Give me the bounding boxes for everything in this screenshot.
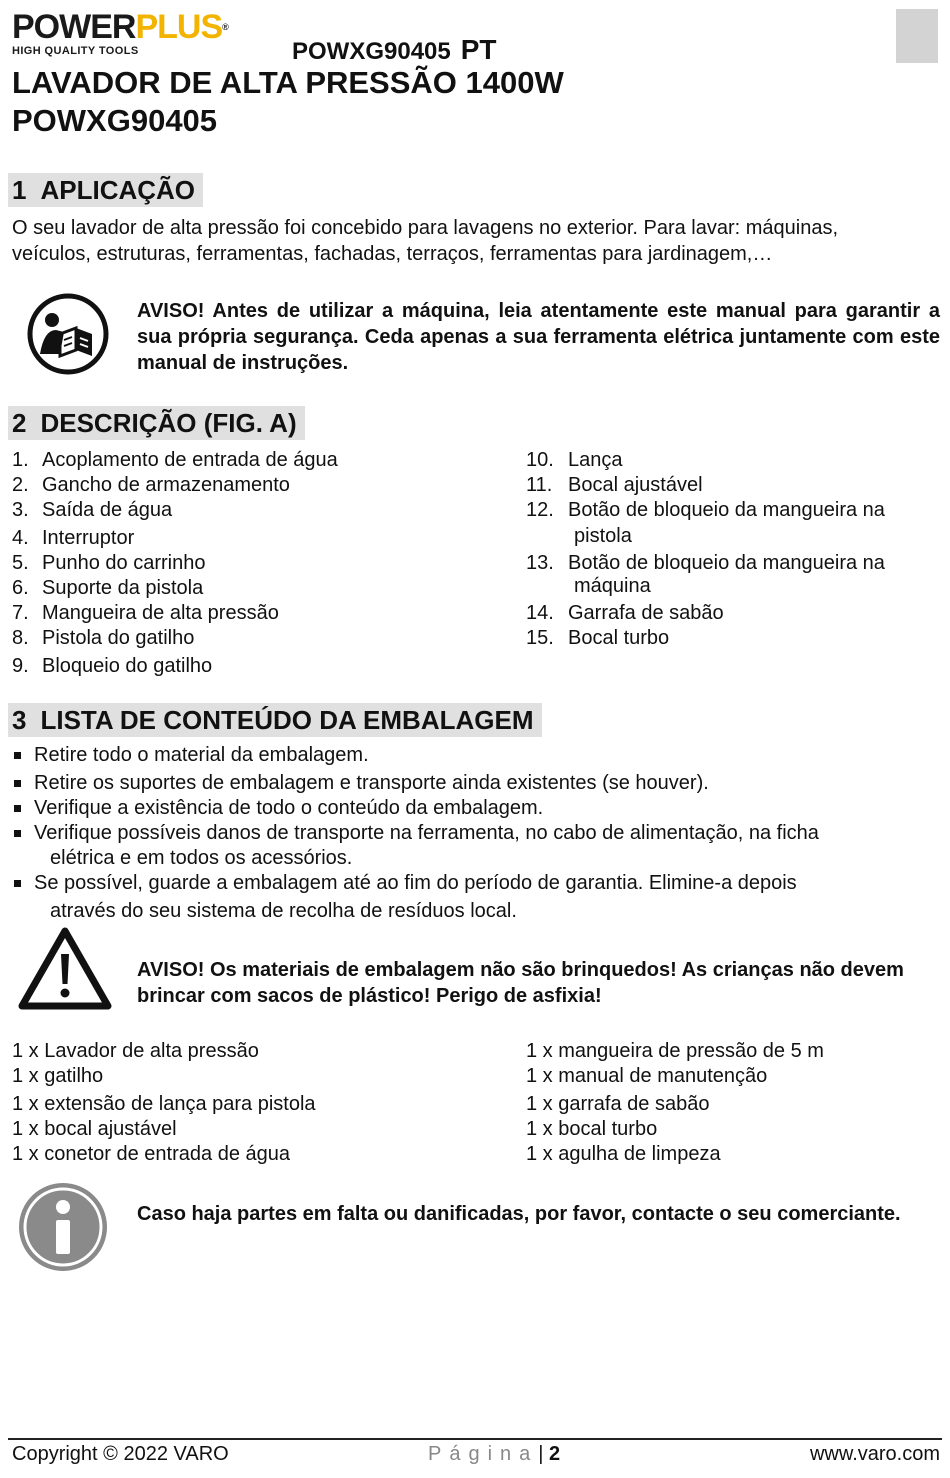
title-line-1: LAVADOR DE ALTA PRESSÃO 1400W <box>12 65 564 100</box>
list-item: 11. Bocal ajustável <box>526 474 703 496</box>
list-item: 6. Suporte da pistola <box>12 577 204 599</box>
model-number: POWXG90405 <box>292 38 451 65</box>
title-line-2: POWXG90405 <box>12 103 218 138</box>
section-1-heading <box>8 173 203 207</box>
list-item: 1 x bocal ajustável <box>12 1118 177 1140</box>
contents-list-right <box>526 1040 942 1168</box>
logo-power-text: POWER <box>12 8 136 46</box>
header-gray-box <box>896 9 938 63</box>
list-item: 14. Garrafa de sabão <box>526 602 724 624</box>
section-2-number: 2 <box>12 408 27 438</box>
list-item: 3. Saída de água <box>12 499 173 521</box>
footer-page <box>428 1443 560 1466</box>
section-1-number: 1 <box>12 175 27 205</box>
application-line-1: O seu lavador de alta pressão foi concebido para lavagens no exterior. Para lavar: máquinas, <box>12 217 839 239</box>
list-item: 1 x bocal turbo <box>526 1118 658 1140</box>
list-item: 1 x agulha de limpeza <box>526 1143 721 1165</box>
language-code: PT <box>460 34 497 65</box>
application-paragraph <box>12 215 942 267</box>
list-item: Retire os suportes de embalagem e transporte ainda existentes (se houver). <box>12 771 932 796</box>
missing-parts-info-text: Caso haja partes em falta ou danificadas, por favor, contacte o seu comerciante. <box>137 1203 901 1225</box>
page-separator: | <box>538 1443 544 1465</box>
section-3-title: LISTA DE CONTEÚDO DA EMBALAGEM <box>40 705 534 735</box>
list-item: Verifique possíveis danos de transporte na ferramenta, no cabo de alimentação, na ficha elétrica e em todos os acessórios. <box>12 821 932 871</box>
footer-divider <box>8 1438 942 1440</box>
list-item: 12. Botão de bloqueio da mangueira na pistola <box>526 499 885 547</box>
brand-logo <box>12 10 280 58</box>
list-item: 9. Bloqueio do gatilho <box>12 655 213 677</box>
list-item: 8. Pistola do gatilho <box>12 627 195 649</box>
list-item: 1 x extensão de lança para pistola <box>12 1093 316 1115</box>
description-list-left <box>12 449 502 680</box>
description-list-right <box>526 449 942 652</box>
header-model <box>292 34 497 66</box>
packaging-warning-text: AVISO! Os materiais de embalagem não são brinquedos! As crianças não devem brincar com sacos de plástico! Perigo de asfixia! <box>137 959 904 1007</box>
list-item: Se possível, guarde a embalagem até ao fim do período de garantia. Elimine-a depois através do seu sistema de recolha de resíduos local. <box>12 871 932 924</box>
list-item: 1 x garrafa de sabão <box>526 1093 710 1115</box>
logo-plus-text: PLUS <box>135 8 223 46</box>
section-3-number: 3 <box>12 705 27 735</box>
page-number: 2 <box>549 1443 561 1465</box>
list-item: 4. Interruptor <box>12 527 135 549</box>
footer-copyright: Copyright © 2022 VARO <box>12 1443 229 1465</box>
list-item: 1 x mangueira de pressão de 5 m <box>526 1040 824 1062</box>
section-3-heading <box>8 703 542 737</box>
list-item: 1. Acoplamento de entrada de água <box>12 449 338 471</box>
list-item: 15. Bocal turbo <box>526 627 670 649</box>
logo-tagline: HIGH QUALITY TOOLS <box>12 45 139 57</box>
footer-website: www.varo.com <box>809 1443 940 1465</box>
info-icon <box>16 1180 110 1274</box>
list-item: 1 x gatilho <box>12 1065 104 1087</box>
warning-triangle-icon <box>18 926 112 1012</box>
list-item: 2. Gancho de armazenamento <box>12 474 290 496</box>
page-label: Página <box>428 1443 539 1465</box>
list-item: Verifique a existência de todo o conteúdo da embalagem. <box>12 796 932 821</box>
manual-warning-text: AVISO! Antes de utilizar a máquina, leia atentamente este manual para garantir a sua própria segurança. Ceda apenas a sua ferramenta elétrica juntamente com este manual de instruções. <box>137 300 940 374</box>
contents-list-left <box>12 1040 502 1168</box>
list-item: Retire todo o material da embalagem. <box>12 743 932 768</box>
section-2-title: DESCRIÇÃO (FIG. A) <box>40 408 297 438</box>
list-item: 7. Mangueira de alta pressão <box>12 602 279 624</box>
list-item: 5. Punho do carrinho <box>12 552 206 574</box>
page-title <box>12 64 564 140</box>
section-2-heading <box>8 406 305 440</box>
read-manual-icon <box>26 292 110 376</box>
list-item: 1 x manual de manutenção <box>526 1065 768 1087</box>
application-line-2: veículos, estruturas, ferramentas, fachadas, terraços, ferramentas para jardinagem,… <box>12 243 773 265</box>
list-item: 13. Botão de bloqueio da mangueira na máquina <box>526 552 885 597</box>
list-item: 10. Lança <box>526 449 623 471</box>
section-1-title: APLICAÇÃO <box>40 175 196 205</box>
list-item: 1 x Lavador de alta pressão <box>12 1040 259 1062</box>
packaging-bullets <box>12 743 932 924</box>
list-item: 1 x conetor de entrada de água <box>12 1143 290 1165</box>
logo-registered-mark: ® <box>222 22 228 32</box>
